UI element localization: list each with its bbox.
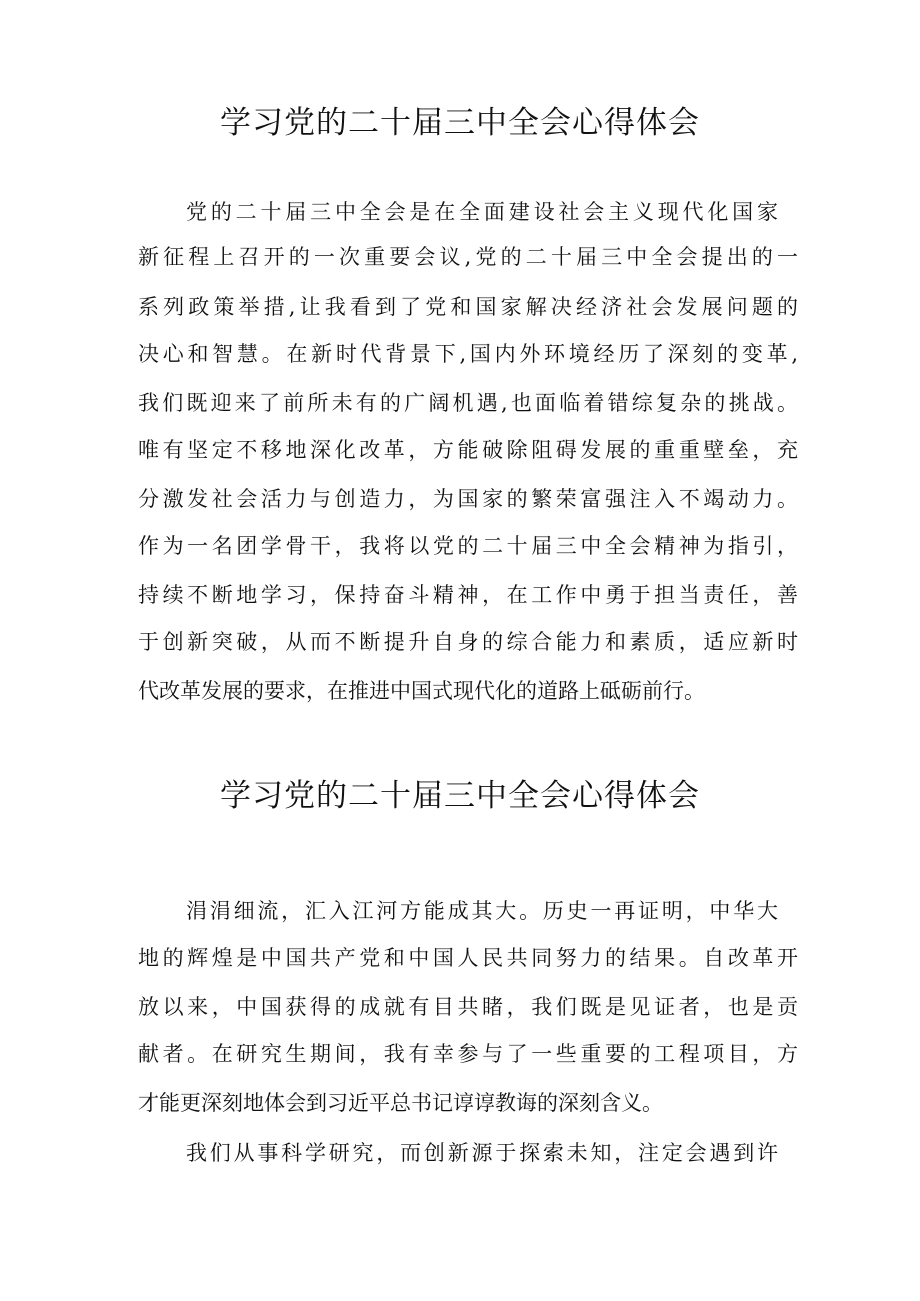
- paragraph-line: 系列政策举措,让我看到了党和国家解决经济社会发展问题的: [138, 295, 798, 319]
- paragraph-line: 于创新突破，从而不断提升自身的综合能力和素质，适应新时: [138, 630, 798, 654]
- paragraph-line: 代改革发展的要求，在推进中国式现代化的道路上砥砺前行。: [138, 679, 705, 703]
- paragraph-line: 涓涓细流，汇入江河方能成其大。历史一再证明，中华大: [186, 899, 778, 923]
- paragraph-line: 地的辉煌是中国共产党和中国人民共同努力的结果。自改革开: [138, 946, 798, 970]
- paragraph-line: 党的二十届三中全会是在全面建设社会主义现代化国家: [186, 200, 778, 224]
- paragraph-line: 作为一名团学骨干，我将以党的二十届三中全会精神为指引，: [138, 534, 798, 558]
- paragraph-line: 分激发社会活力与创造力，为国家的繁荣富强注入不竭动力。: [138, 487, 798, 511]
- paragraph-line: 我们从事科学研究，而创新源于探索未知，注定会遇到许: [186, 1141, 778, 1165]
- section-1-title: 学习党的二十届三中全会心得体会: [220, 105, 700, 141]
- section-2-title: 学习党的二十届三中全会心得体会: [220, 778, 700, 814]
- paragraph-line: 决心和智慧。在新时代背景下,国内外环境经历了深刻的变革,: [138, 342, 798, 366]
- paragraph-line: 才能更深刻地体会到习近平总书记谆谆教诲的深刻含义。: [138, 1091, 663, 1115]
- paragraph-line: 新征程上召开的一次重要会议,党的二十届三中全会提出的一: [138, 245, 798, 269]
- paragraph-line: 放以来，中国获得的成就有目共睹，我们既是见证者，也是贡: [138, 995, 798, 1019]
- paragraph-line: 唯有坚定不移地深化改革，方能破除阻碍发展的重重壁垒，充: [138, 438, 798, 462]
- paragraph-line: 持续不断地学习，保持奋斗精神，在工作中勇于担当责任，善: [138, 583, 798, 607]
- paragraph-line: 我们既迎来了前所未有的广阔机遇,也面临着错综复杂的挑战。: [138, 391, 798, 415]
- paragraph-line: 献者。在研究生期间，我有幸参与了一些重要的工程项目，方: [138, 1042, 798, 1066]
